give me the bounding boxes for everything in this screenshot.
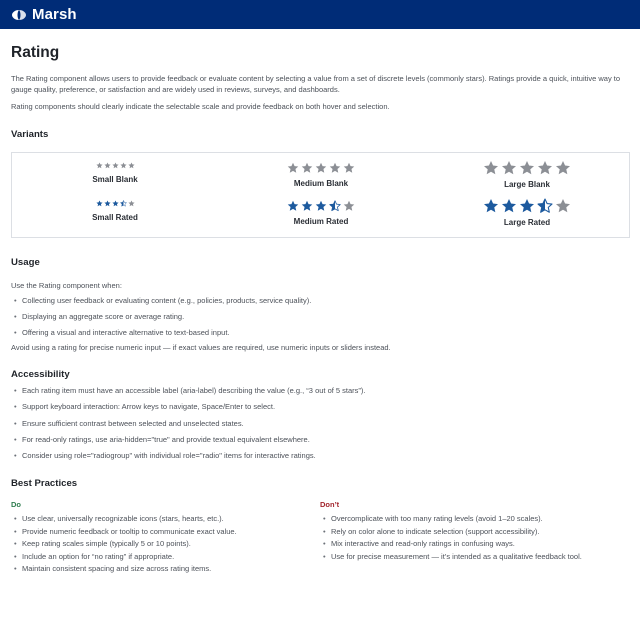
star-icon[interactable] [287,200,299,212]
list-item [11,539,320,552]
list-item [11,327,629,343]
accessibility-heading: Accessibility [11,369,70,381]
star-icon[interactable] [537,198,553,214]
variants-panel [11,152,630,238]
bullet-icon: • [14,551,17,561]
list-item [320,527,629,540]
accessibility-list [11,385,629,466]
page-description-secondary: Rating components should clearly indicate the selectable scale and provide feedback on both hover and selection. [11,102,390,112]
rating-small-blank[interactable] [96,162,135,169]
star-icon[interactable] [315,200,327,212]
list-item [11,418,629,434]
star-icon[interactable] [287,162,299,174]
marsh-logo-icon [11,9,27,21]
bullet-icon: • [14,526,17,536]
bullet-icon: • [14,564,17,574]
star-icon[interactable] [329,162,341,174]
variant-large-rated [424,198,630,227]
list-item-text: Provide numeric feedback or tooltip to communicate exact value. [22,526,237,536]
bullet-icon: • [323,514,326,524]
variant-small-blank [12,162,218,184]
list-item [11,295,629,311]
list-item-text: Overcomplicate with too many rating levels (avoid 1–20 scales). [331,514,543,524]
list-item-text: Consider using role="radiogroup" with individual role="radio" items for interactive ratings. [22,450,316,460]
dont-label: Don’t [320,500,340,510]
list-item [11,450,629,466]
do-label: Do [11,500,21,510]
list-item [11,434,629,450]
rating-large-rated[interactable] [483,198,571,214]
dont-list [320,514,629,564]
list-item-text: Support keyboard interaction: Arrow keys to navigate, Space/Enter to select. [22,402,276,412]
bullet-icon: • [14,327,17,337]
variant-medium-blank [218,162,424,188]
star-icon[interactable] [128,162,135,169]
bullet-icon: • [14,311,17,321]
list-item-text: Maintain consistent spacing and size across rating items. [22,564,212,574]
list-item [320,539,629,552]
list-item [320,514,629,527]
list-item [320,552,629,565]
page-title: Rating [11,44,60,61]
list-item-text: Rely on color alone to indicate selection (support accessibility). [331,526,540,536]
star-icon[interactable] [104,200,111,207]
bullet-icon: • [323,539,326,549]
bullet-icon: • [14,539,17,549]
star-icon[interactable] [104,162,111,169]
brand-logo[interactable] [11,6,77,23]
list-item-text: Use for precise measurement — it’s intended as a qualitative feedback tool. [331,551,582,561]
variant-label: Medium Rated [293,216,349,226]
list-item [11,401,629,417]
best-practices-columns [11,500,629,577]
bullet-icon: • [14,386,17,396]
variant-label: Medium Blank [293,178,349,188]
usage-list [11,295,629,344]
star-icon[interactable] [120,200,127,207]
list-item-text: Mix interactive and read-only ratings in confusing ways. [331,539,515,549]
bullet-icon: • [14,418,17,428]
list-item [11,527,320,540]
variant-label: Large Rated [503,217,551,227]
main-content [0,44,640,577]
rating-medium-rated[interactable] [287,200,355,212]
list-item [11,311,629,327]
do-column [11,500,320,577]
star-icon[interactable] [329,200,341,212]
variant-label: Small Blank [92,174,138,184]
top-navigation-bar [0,0,640,29]
usage-heading: Usage [11,256,40,268]
bullet-icon: • [14,434,17,444]
bullet-icon: • [323,526,326,536]
usage-intro: Use the Rating component when: [11,280,122,290]
star-icon[interactable] [96,162,103,169]
rating-medium-blank[interactable] [287,162,355,174]
star-icon[interactable] [315,162,327,174]
star-icon[interactable] [343,162,355,174]
list-item-text: Offering a visual and interactive alternative to text-based input. [22,327,230,337]
list-item [11,564,320,577]
star-icon[interactable] [343,200,355,212]
list-item-text: Include an option for “no rating” if appropriate. [22,551,175,561]
star-icon[interactable] [301,162,313,174]
variant-medium-rated [218,200,424,226]
star-icon[interactable] [501,198,517,214]
star-icon[interactable] [112,200,119,207]
bullet-icon: • [14,295,17,305]
page-description: The Rating component allows users to provide feedback or evaluate content by selecting a value from a set of discrete levels (commonly stars). Ratings provide a quick, intuitive way to gauge quality, preference, or satisfaction and are widely used in reviews, surveys, and dashboards. [11,74,621,95]
bullet-icon: • [14,450,17,460]
star-icon[interactable] [501,160,517,176]
list-item [11,385,629,401]
star-icon[interactable] [128,200,135,207]
usage-avoid-note: Avoid using a rating for precise numeric input — if exact values are required, use numeric inputs or sliders instead. [11,343,391,353]
variant-label: Large Blank [504,179,550,189]
variant-small-rated [12,200,218,222]
list-item-text: Ensure sufficient contrast between selected and unselected states. [22,418,244,428]
variant-large-blank [424,160,630,189]
list-item-text: Displaying an aggregate score or average rating. [22,311,185,321]
star-icon[interactable] [96,200,103,207]
best-practices-heading: Best Practices [11,478,78,490]
star-icon[interactable] [555,160,571,176]
rating-small-rated[interactable] [96,200,135,207]
list-item [11,552,320,565]
dont-column [320,500,629,577]
bullet-icon: • [14,402,17,412]
do-list [11,514,320,577]
star-icon[interactable] [301,200,313,212]
star-icon[interactable] [483,198,499,214]
brand-name: Marsh [32,6,77,23]
list-item [11,514,320,527]
variants-heading: Variants [11,128,49,140]
star-icon[interactable] [112,162,119,169]
list-item-text: Use clear, universally recognizable icons (stars, hearts, etc.). [22,514,224,524]
variant-label: Small Rated [92,212,138,222]
bullet-icon: • [323,551,326,561]
list-item-text: For read-only ratings, use aria-hidden="true" and provide textual equivalent elsewhere. [22,434,310,444]
list-item-text: Each rating item must have an accessible label (aria-label) describing the value (e.g., “3 out of 5 stars”). [22,386,366,396]
list-item-text: Keep rating scales simple (typically 5 or 10 points). [22,539,191,549]
star-icon[interactable] [483,160,499,176]
star-icon[interactable] [537,160,553,176]
bullet-icon: • [14,514,17,524]
star-icon[interactable] [555,198,571,214]
star-icon[interactable] [120,162,127,169]
list-item-text: Collecting user feedback or evaluating content (e.g., policies, products, service quality). [22,295,312,305]
rating-large-blank[interactable] [483,160,571,176]
star-icon[interactable] [519,198,535,214]
star-icon[interactable] [519,160,535,176]
